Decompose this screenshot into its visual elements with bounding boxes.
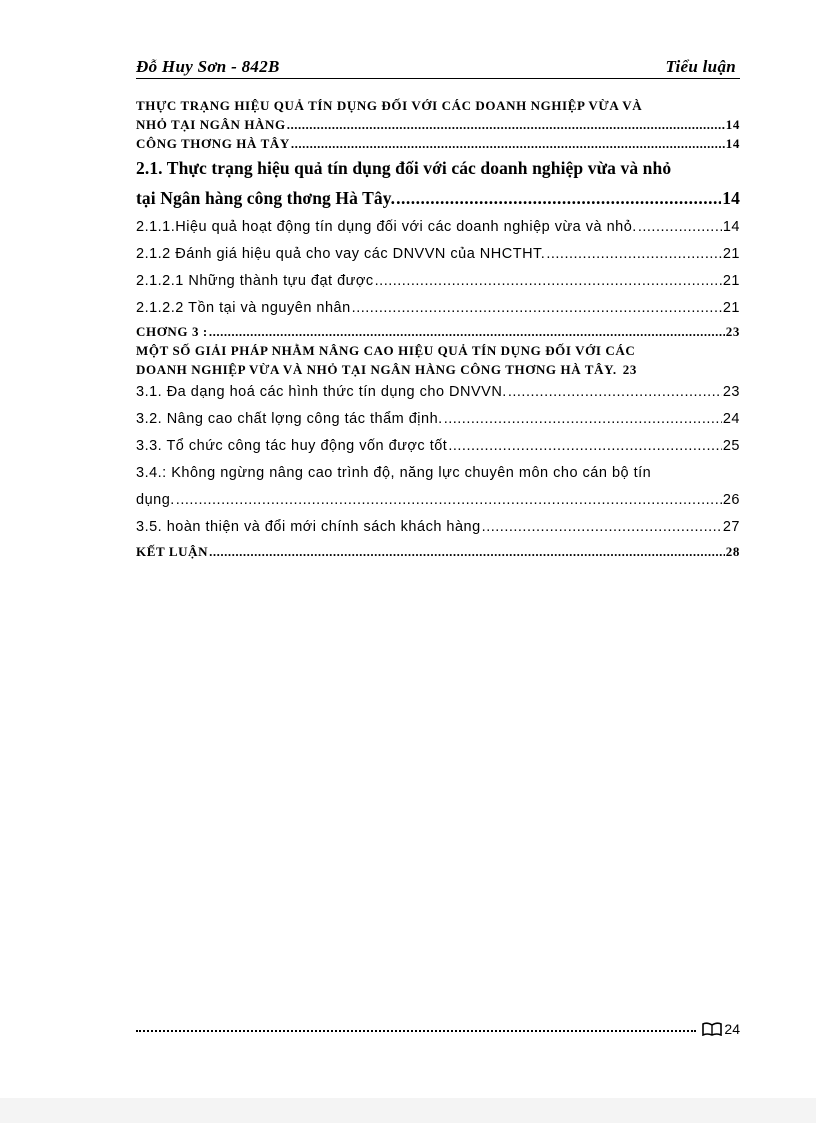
toc-page-number: 25 — [722, 438, 740, 454]
toc-entry-section-3-2[interactable] — [136, 410, 740, 429]
toc-page-number: 14 — [722, 219, 740, 235]
page-background-band — [0, 1098, 816, 1123]
toc-entry-text: 2.1. Thực trạng hiệu quả tín dụng đối với các doanh nghiệp vừa và nhỏ — [136, 158, 672, 178]
toc-page-number: 14 — [725, 117, 740, 132]
toc-page-number: 23 — [725, 324, 740, 339]
toc-entry-text: tại Ngân hàng công thơng Hà Tây. — [136, 188, 396, 208]
toc-dot-leader — [291, 134, 725, 153]
toc-entry-text: KẾT LUẬN — [136, 544, 209, 559]
toc-page-number: 21 — [722, 246, 740, 262]
toc-entry-section-3-3[interactable] — [136, 437, 740, 456]
page-header — [136, 56, 740, 79]
toc-page-number: 23 — [722, 384, 740, 400]
toc-entry-text: 3.1. Đa dạng hoá các hình thức tín dụng cho DNVVN. — [136, 384, 507, 400]
footer-dotted-rule — [136, 1030, 696, 1032]
toc-entry-section-2-1-2[interactable] — [136, 245, 740, 264]
toc-dot-leader — [352, 299, 722, 318]
toc-dot-leader — [638, 218, 722, 237]
toc-page-number: 14 — [725, 136, 740, 151]
toc-page-number: 21 — [722, 300, 740, 316]
toc-entry-section-2-1-2-1[interactable] — [136, 272, 740, 291]
toc-page-number: 27 — [722, 519, 740, 535]
toc-entry-text: dụng. — [136, 492, 175, 508]
toc-entry-text: 3.2. Nâng cao chất lợng công tác thẩm định. — [136, 411, 443, 427]
toc-dot-leader — [444, 410, 722, 429]
toc-entry-text: 3.5. hoàn thiện và đổi mới chính sách khách hàng — [136, 519, 481, 535]
toc-page-number: 24 — [722, 411, 740, 427]
toc-entry-text: 3.4.: Không ngừng nâng cao trình độ, năng lực chuyên môn cho cán bộ tín — [136, 465, 652, 481]
header-document-type: Tiểu luận — [665, 57, 736, 76]
header-author: Đỗ Huy Sơn - 842B — [136, 57, 280, 76]
toc-dot-leader — [508, 383, 722, 402]
toc-entry-section-3-1[interactable] — [136, 383, 740, 402]
toc-page-number: 14 — [722, 188, 740, 208]
toc-dot-leader — [448, 437, 722, 456]
toc-page-number: 28 — [725, 544, 740, 559]
toc-entry-section-3-5[interactable] — [136, 518, 740, 537]
toc-entry-text: 2.1.2.1 Những thành tựu đạt được — [136, 273, 374, 289]
toc-entry-section-2-1-2-2[interactable] — [136, 299, 740, 318]
toc-entry-chapter-2-title[interactable] — [136, 96, 740, 134]
toc-entry-chapter-3[interactable] — [136, 322, 740, 341]
toc-dot-leader — [209, 542, 725, 561]
toc-dot-leader — [375, 272, 722, 291]
toc-entry-text: 2.1.2 Đánh giá hiệu quả cho vay các DNVVN của NHCTHT. — [136, 246, 546, 262]
table-of-contents — [136, 96, 740, 561]
toc-entry-text: 3.3. Tổ chức công tác huy động vốn được tốt — [136, 438, 448, 454]
toc-dot-leader — [482, 518, 722, 537]
toc-entry-text: CHƠNG 3 : — [136, 324, 208, 339]
toc-page-number: 23 — [622, 362, 637, 377]
toc-entry-text: DOANH NGHIỆP VỪA VÀ NHỎ TẠI NGÂN HÀNG CÔNG THƠNG HÀ TÂY. — [136, 362, 617, 377]
toc-dot-leader — [396, 185, 721, 212]
toc-entry-text: 2.1.1.Hiệu quả hoạt động tín dụng đối với các doanh nghiệp vừa và nhỏ. — [136, 219, 637, 235]
toc-entry-text: MỘT SỐ GIẢI PHÁP NHẰM NÂNG CAO HIỆU QUẢ TÍN DỤNG ĐỐI VỚI CÁC — [136, 343, 636, 358]
toc-entry-section-2-1-1[interactable] — [136, 218, 740, 237]
open-book-icon — [702, 1022, 722, 1036]
toc-page-number: 21 — [722, 273, 740, 289]
toc-entry-text: NHỎ TẠI NGÂN HÀNG — [136, 117, 286, 132]
toc-entry-chapter-2-bank[interactable] — [136, 134, 740, 153]
toc-entry-section-2-1[interactable] — [136, 155, 740, 212]
toc-entry-text: 2.1.2.2 Tồn tại và nguyên nhân — [136, 300, 351, 316]
toc-dot-leader — [176, 491, 722, 510]
toc-entry-conclusion[interactable] — [136, 542, 740, 561]
toc-entry-text: THỰC TRẠNG HIỆU QUẢ TÍN DỤNG ĐỐI VỚI CÁC DOANH NGHIỆP VỪA VÀ — [136, 98, 643, 113]
toc-dot-leader — [287, 115, 725, 134]
toc-entry-chapter-3-title[interactable] — [136, 341, 740, 379]
toc-dot-leader — [209, 322, 725, 341]
toc-dot-leader — [546, 245, 722, 264]
toc-entry-section-3-4[interactable] — [136, 464, 740, 510]
toc-page-number: 26 — [722, 492, 740, 508]
page-footer — [136, 1016, 740, 1038]
toc-entry-text: CÔNG THƠNG HÀ TÂY — [136, 136, 290, 151]
footer-page-number: 24 — [724, 1021, 740, 1037]
